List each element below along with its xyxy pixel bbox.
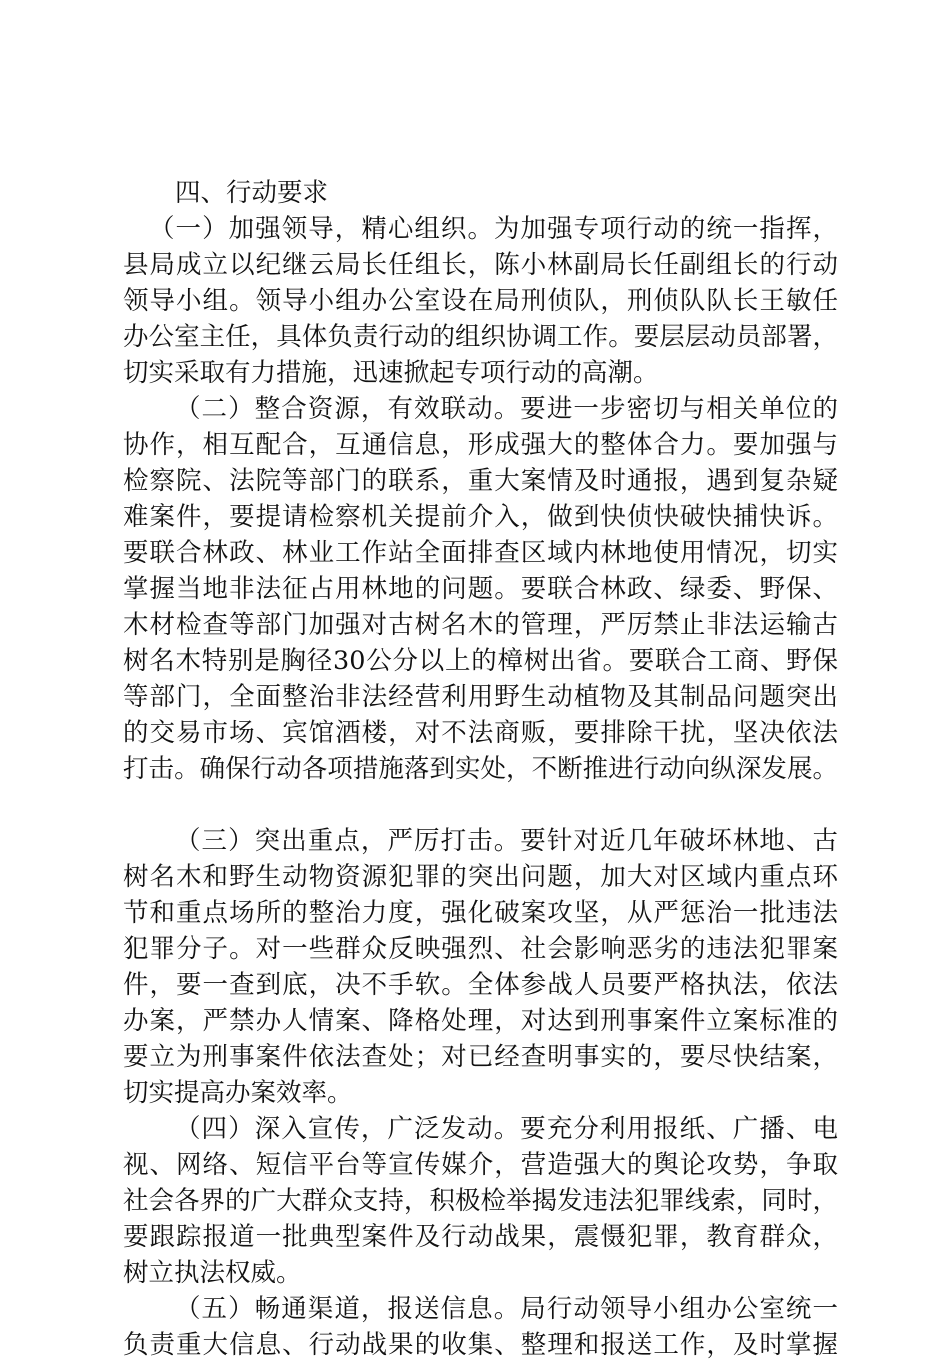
section-heading: 四、行动要求 (175, 178, 329, 208)
paragraph-line: 负责重大信息、行动战果的收集、整理和报送工作，及时掌握 (123, 1330, 838, 1360)
paragraph-line: （一）加强领导，精心组织。为加强专项行动的统一指挥， (149, 214, 838, 244)
paragraph-line: 树名木和野生动物资源犯罪的突出问题，加大对区域内重点环 (123, 862, 838, 892)
paragraph-line: 节和重点场所的整治力度，强化破案攻坚，从严惩治一批违法 (123, 898, 838, 928)
paragraph-line: 视、网络、短信平台等宣传媒介，营造强大的舆论攻势，争取 (123, 1150, 838, 1180)
paragraph-line: 办案，严禁办人情案、降格处理，对达到刑事案件立案标准的 (123, 1006, 838, 1036)
paragraph-line: 掌握当地非法征占用林地的问题。要联合林政、绿委、野保、 (123, 574, 838, 604)
paragraph-line: 的交易市场、宾馆酒楼，对不法商贩，要排除干扰，坚决依法 (123, 718, 838, 748)
paragraph-line: 县局成立以纪继云局长任组长，陈小林副局长任副组长的行动 (123, 250, 838, 280)
paragraph-line: （二）整合资源，有效联动。要进一步密切与相关单位的 (175, 394, 838, 424)
paragraph-line: 协作，相互配合，互通信息，形成强大的整体合力。要加强与 (123, 430, 838, 460)
paragraph-line: 切实提高办案效率。 (123, 1078, 353, 1108)
paragraph-line: 办公室主任，具体负责行动的组织协调工作。要层层动员部署， (123, 322, 838, 352)
paragraph-line: 等部门，全面整治非法经营利用野生动植物及其制品问题突出 (123, 682, 838, 712)
paragraph-line: 件，要一查到底，决不手软。全体参战人员要严格执法，依法 (123, 970, 838, 1000)
paragraph-line: 要联合林政、林业工作站全面排查区域内林地使用情况，切实 (123, 538, 838, 568)
paragraph-line: 检察院、法院等部门的联系，重大案情及时通报，遇到复杂疑 (123, 466, 838, 496)
paragraph-line: 切实采取有力措施，迅速掀起专项行动的高潮。 (123, 358, 659, 388)
paragraph-line: （四）深入宣传，广泛发动。要充分利用报纸、广播、电 (175, 1114, 838, 1144)
paragraph-line: 树名木特别是胸径30公分以上的樟树出省。要联合工商、野保 (123, 646, 838, 676)
paragraph-line: 犯罪分子。对一些群众反映强烈、社会影响恶劣的违法犯罪案 (123, 934, 838, 964)
paragraph-line: 要跟踪报道一批典型案件及行动战果，震慑犯罪，教育群众， (123, 1222, 838, 1252)
paragraph-line: 打击。确保行动各项措施落到实处，不断推进行动向纵深发展。 (123, 754, 838, 784)
paragraph-line: （三）突出重点，严厉打击。要针对近几年破坏林地、古 (175, 826, 838, 856)
paragraph-line: 要立为刑事案件依法查处；对已经查明事实的，要尽快结案， (123, 1042, 838, 1072)
paragraph-line: 难案件，要提请检察机关提前介入，做到快侦快破快捕快诉。 (123, 502, 838, 532)
paragraph-line: 领导小组。领导小组办公室设在局刑侦队，刑侦队队长王敏任 (123, 286, 838, 316)
paragraph-line: （五）畅通渠道，报送信息。局行动领导小组办公室统一 (175, 1294, 838, 1324)
paragraph-line: 木材检查等部门加强对古树名木的管理，严厉禁止非法运输古 (123, 610, 838, 640)
paragraph-line: 社会各界的广大群众支持，积极检举揭发违法犯罪线索，同时， (123, 1186, 838, 1216)
paragraph-line: 树立执法权威。 (123, 1258, 302, 1288)
